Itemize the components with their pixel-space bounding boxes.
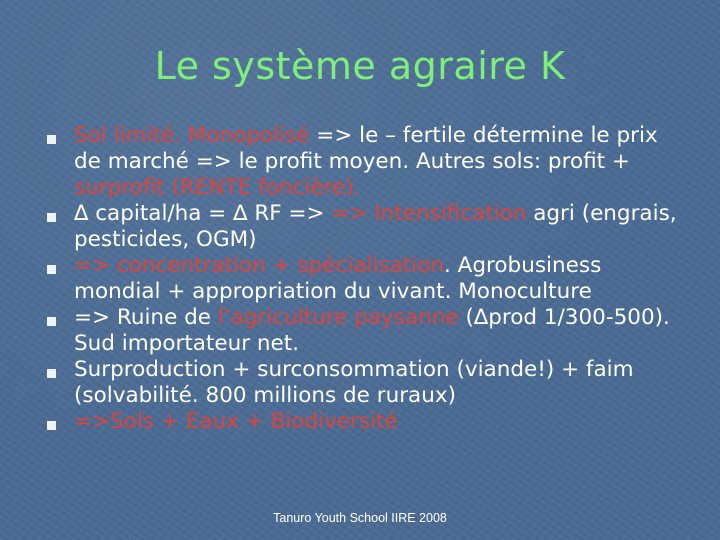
highlighted-text: surprofit (RENTE foncière). [74,175,361,200]
highlighted-text: =>Sols + Eaux + Biodiversité [74,409,398,434]
bullet-item [60,357,680,409]
bullet-text: . Agrobusiness mondial + appropriation du vivant. Monoculture [74,253,602,304]
bullet-item [60,201,680,253]
bullet-item [60,305,680,357]
square-bullet-icon [47,421,56,430]
bullet-item [60,123,680,201]
highlighted-text: Sol limité. Monopolisé [74,123,310,148]
square-bullet-icon [47,213,56,222]
highlighted-text: => concentration + spécialisation [74,253,445,278]
slide-title: Le système agraire K [154,44,566,88]
slide-footer: Tanuro Youth School IIRE 2008 [273,511,447,525]
highlighted-text: => Intensification [331,201,527,226]
bullet-item [60,409,680,435]
bullet-text: ∆ capital/ha = ∆ RF => [74,201,332,226]
highlighted-text: l’agriculture paysanne [217,305,459,330]
square-bullet-icon [47,369,56,378]
square-bullet-icon [47,135,56,144]
bullet-item [60,253,680,305]
bullet-text: (∆prod 1/300-500). Sud importateur net. [74,305,670,356]
bullet-list [60,123,680,435]
bullet-text: => Ruine de [74,305,218,330]
bullet-text: Surproduction + surconsommation (viande!) + faim (solvabilité. 800 millions de ruraux) [74,357,634,408]
bullet-text: agri (engrais, pesticides, OGM) [74,201,677,252]
square-bullet-icon [47,265,56,274]
bullet-text: => le – fertile détermine le prix de marché => le profit moyen. Autres sols: profit + [74,123,658,174]
square-bullet-icon [47,317,56,326]
